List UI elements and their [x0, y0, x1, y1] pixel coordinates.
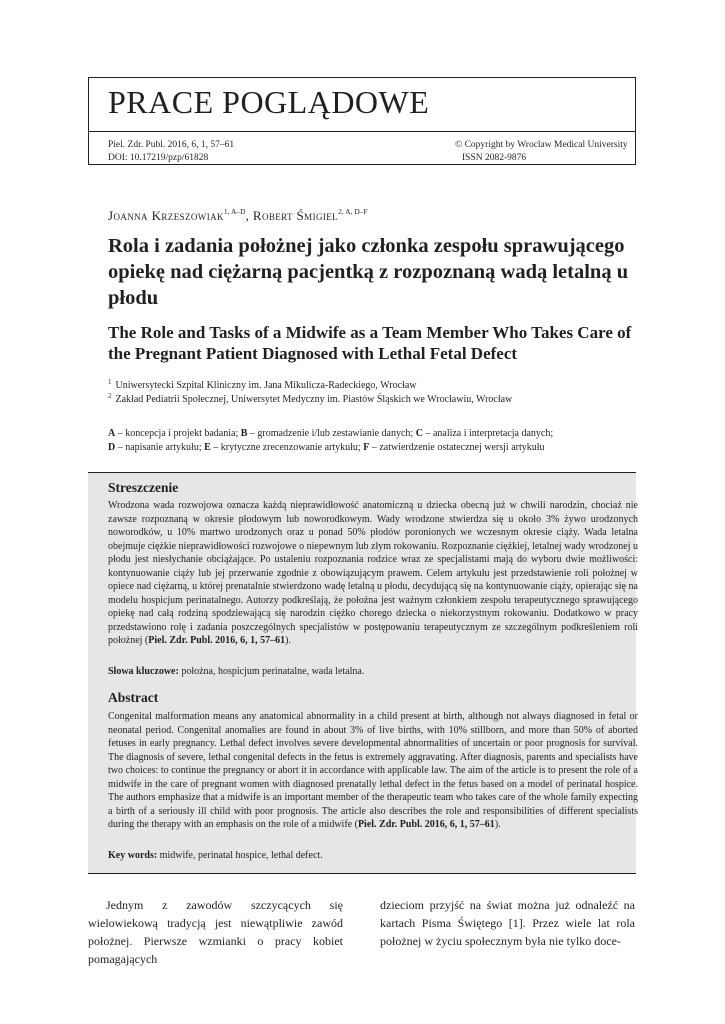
role-key: D — [108, 442, 116, 453]
keywords-pl — [108, 666, 364, 677]
role-key: B — [240, 428, 248, 439]
contribution-roles — [108, 427, 628, 455]
role-text: – analiza i interpretacja danych; — [422, 428, 554, 439]
affiliation-number: 1 — [108, 378, 112, 386]
copyright-info — [455, 139, 628, 165]
keywords-en-text: midwife, perinatal hospice, lethal defect. — [157, 850, 323, 861]
abstract-citation: Piel. Zdr. Publ. 2016, 6, 1, 57–61 — [357, 819, 495, 830]
section-title: PRACE POGLĄDOWE — [108, 84, 430, 120]
role-key: E — [204, 442, 211, 453]
author-separator: , — [245, 208, 253, 223]
affiliation — [108, 389, 512, 407]
role-key: C — [415, 428, 423, 439]
issn: ISSN 2082-9876 — [462, 153, 527, 163]
role-text: – zatwierdzenie ostatecznej wersji artykułu — [369, 442, 545, 453]
role-text: – gromadzenie i/lub zestawianie danych; — [247, 428, 416, 439]
role-text: – napisanie artykułu; — [115, 442, 205, 453]
body-column-right: dzieciom przyjść na świat można już odnaleźć na kartach Pisma Świętego [1]. Przez wiele lat rola położnej w życiu społecznym była nie tylko doce- — [380, 898, 635, 948]
title-english: The Role and Tasks of a Midwife as a Team Member Who Takes Care of the Pregnant Patient Diagnosed with Lethal Fetal Defect — [108, 323, 632, 363]
keywords-en-label: Key words: — [108, 850, 158, 861]
streszczenie-tail: ). — [285, 635, 291, 646]
citation: Piel. Zdr. Publ. 2016, 6, 1, 57–61 — [108, 140, 235, 150]
header-divider — [88, 131, 636, 132]
streszczenie-text — [108, 499, 638, 648]
doi: DOI: 10.17219/pzp/61828 — [108, 153, 209, 163]
keywords-pl-label: Słowa kluczowe: — [108, 666, 179, 677]
role-text: – krytyczne zrecenzowanie artykułu; — [210, 442, 364, 453]
keywords-pl-text: położna, hospicjum perinatalne, wada letalna. — [178, 666, 365, 677]
affiliation-text: Zakład Pediatrii Społecznej, Uniwersytet Medyczny im. Piastów Śląskich we Wrocławiu, Wrocław — [115, 394, 513, 405]
copyright: © Copyright by Wroclaw Medical University — [455, 140, 628, 150]
abstract-body: Congenital malformation means any anatomical abnormality in a child present at birth, although not always diagnosed in fetal or neonatal period. Congenital anomalies are found in about 3% of live births, with 10% stillborn, and more than 50% of aborted fetuses in early pregnancy. Lethal defect involves severe developmental abnormalities of uncertain or poor prognosis for survival. The diagnosis of severe, lethal congenital defects in the fetus is extremely aggravating. After diagnosis, parents and specialists have two choices: to continue the pregnancy or abort it in accordance with applicable law. The aim of the article is to present the role of a midwife in the care of pregnant women with diagnosed prenatally lethal defect in the fetus based on a model of perinatal hospice. The authors emphasize that a midwife is an important member of the therapeutic team who takes care of the whole family expecting a birth of a seriously ill child with poor prognosis. The article also describes the role and responsibilities of different specialists during the therapy with an emphasis on the role of a midwife ( — [108, 711, 638, 830]
body-column-left: Jednym z zawodów szczycących się wielowiekową tradycją jest niewątpliwie zawód położnej. Pierwsze wzmianki o pracy kobiet pomagających — [88, 898, 343, 966]
author-contribution: 2, A, D–F — [338, 207, 368, 216]
streszczenie-citation: Piel. Zdr. Publ. 2016, 6, 1, 57–61 — [148, 635, 286, 646]
streszczenie-body: Wrodzona wada rozwojowa oznacza każdą nieprawidłowość anatomiczną u dziecka obecną już w chwili narodzin, chociaż nie zawsze rozpoznaną w okresie płodowym lub noworodkowym. Wady wrodzone stwierdza się u około 3% żywo urodzonych noworodków, u 10% martwo urodzonych oraz u ponad 50% płodów poronionych we wczesnym okresie ciąży. Wada letalna obejmuje ciężkie nieprawidłowości rozwojowe o niepewnym lub złym rokowaniu. Rozpoznanie ciężkiej, letalnej wady wrodzonej u płodu jest niesłychanie obciążające. Po ustaleniu rozpoznania rodzice wraz ze specjalistami mają do wyboru dwie możliwości: kontynuowanie ciąży lub jej przerwanie zgodnie z obowiązującym prawem. Celem artykułu jest przedstawienie roli położnej w opiece nad ciężarną, u której prenatalnie stwierdzono wadę letalną u płodu, decydującą się na kontynuowanie ciąży, opierając się na modelu hospicjum perinatalnego. Autorzy podkreślają, że położna jest ważnym członkiem zespołu terapeutycznego sprawującego opiekę nad całą rodziną spodziewającą się narodzin ciężko chorego dziecka o niekorzystnym rokowaniu. Dodatkowo w pracy przedstawiono rolę i zadania poszczególnych specjalistów w postępowaniu terapeutycznym ze szczególnym podkreśleniem roli położnej ( — [108, 500, 638, 646]
streszczenie-heading: Streszczenie — [108, 480, 179, 495]
abstract-heading: Abstract — [108, 690, 159, 705]
role-key: A — [108, 428, 116, 439]
author-name: Robert Śmigiel — [252, 208, 339, 223]
author-contribution: 1, A–D — [223, 207, 246, 216]
abstract-text — [108, 710, 638, 832]
citation-info — [108, 139, 234, 165]
title-polish: Rola i zadania położnej jako członka zespołu sprawującego opiekę nad ciężarną pacjentką z rozpoznaną wadą letalną u płodu — [108, 235, 629, 309]
author-name: Joanna Krzeszowiak — [108, 208, 224, 223]
authors — [108, 207, 368, 224]
role-key: F — [363, 442, 370, 453]
role-text: – koncepcja i projekt badania; — [115, 428, 241, 439]
affiliation-text: Uniwersytecki Szpital Kliniczny im. Jana Mikulicza-Radeckiego, Wrocław — [115, 380, 417, 391]
affiliation-number: 2 — [108, 392, 112, 400]
abstract-tail: ). — [494, 819, 501, 830]
keywords-en — [108, 850, 323, 861]
